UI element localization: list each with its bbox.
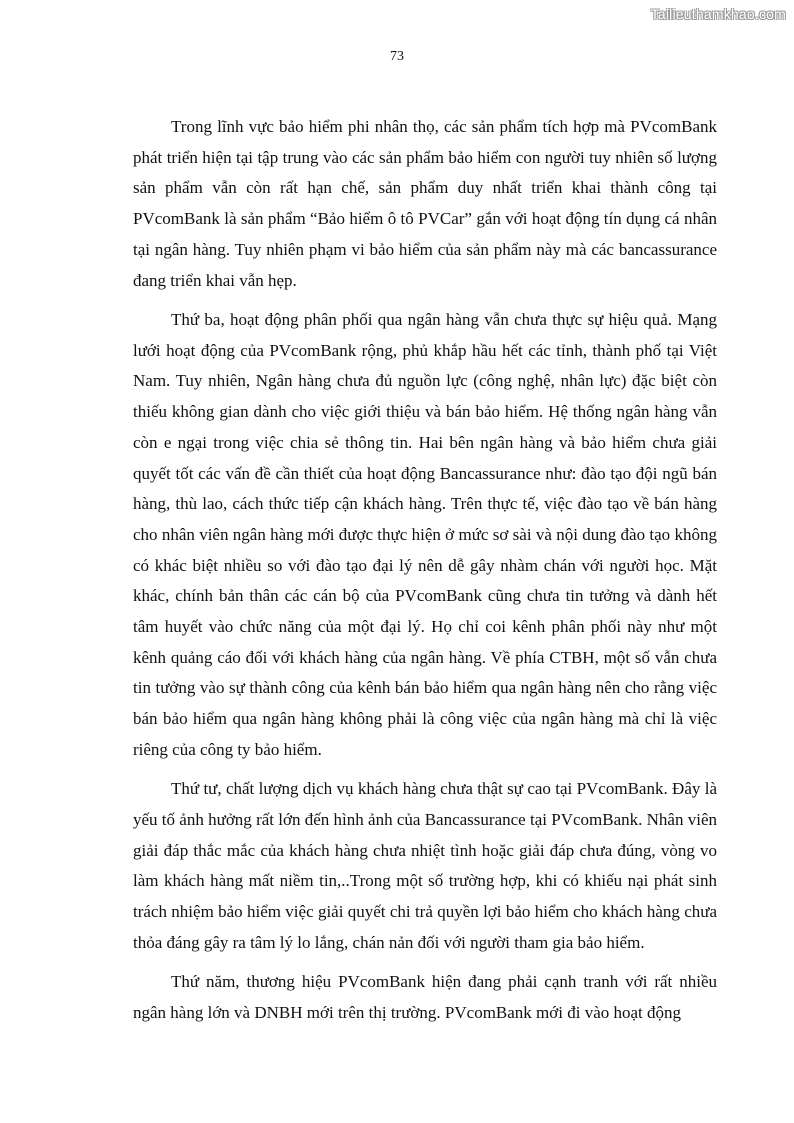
page-number: 73 bbox=[390, 49, 404, 64]
paragraph: Thứ năm, thương hiệu PVcomBank hiện đang phải cạnh tranh với rất nhiều ngân hàng lớn và DNBH mới trên thị trường. PVcomBank mới đi vào hoạt động bbox=[133, 972, 717, 1023]
paragraph: Thứ ba, hoạt động phân phối qua ngân hàng vẫn chưa thực sự hiệu quả. Mạng lưới hoạt động của PVcomBank rộng, phủ khắp hầu hết các tỉnh, thành phố tại Việt Nam. Tuy nhiên, Ngân hàng chưa đủ nguồn lực (công nghệ, nhân lực) đặc biệt còn thiếu không gian dành cho việc giới thiệu và bán bảo hiểm. Hệ thống ngân hàng vẫn còn e ngại trong việc chia sẻ thông tin. Hai bên ngân hàng và bảo hiểm chưa giải quyết tốt các vấn đề cần thiết của hoạt động Bancassurance như: đào tạo đội ngũ bán hàng, thù lao, cách thức tiếp cận khách hàng. Trên thực tế, việc đào tạo về bán hàng cho nhân viên ngân hàng mới được thực hiện ở mức sơ sài và nội dung đào tạo không có khác biệt nhiều so với đào tạo đại lý nên dễ gây nhàm chán với người học. Mặt khác, chính bản thân các cán bộ của PVcomBank cũng chưa tin tưởng và dành hết tâm huyết vào chức năng của một đại lý. Họ chỉ coi kênh phân phối này như một kênh quảng cáo đối với khách hàng của ngân hàng. Về phía CTBH, một số vẫn chưa tin tưởng vào sự thành công của kênh bán bảo hiểm qua ngân hàng nên cho rằng việc bán bảo hiểm qua ngân hàng không phải là công việc của ngân hàng mà chỉ là việc riêng của công ty bảo hiểm. bbox=[133, 310, 717, 759]
paragraph: Thứ tư, chất lượng dịch vụ khách hàng chưa thật sự cao tại PVcomBank. Đây là yếu tố ảnh hưởng rất lớn đến hình ảnh của Bancassurance tại PVcomBank. Nhân viên giải đáp thắc mắc của khách hàng chưa nhiệt tình hoặc giải đáp chưa đúng, vòng vo làm khách hàng mất niềm tin,..Trong một số trường hợp, khi có khiếu nại phát sinh trách nhiệm bảo hiểm việc giải quyết chi trả quyền lợi bảo hiểm cho khách hàng chưa thỏa đáng gây ra tâm lý lo lắng, chán nản đối với người tham gia bảo hiểm. bbox=[133, 779, 717, 952]
document-body bbox=[133, 112, 717, 1038]
watermark: Tailieuthamkhao.com bbox=[650, 6, 786, 22]
paragraph: Trong lĩnh vực bảo hiểm phi nhân thọ, các sản phẩm tích hợp mà PVcomBank phát triển hiện tại tập trung vào các sản phẩm bảo hiểm con người tuy nhiên số lượng sản phẩm vẫn còn rất hạn chế, sản phẩm duy nhất triển khai thành công tại PVcomBank là sản phẩm “Bảo hiểm ô tô PVCar” gắn với hoạt động tín dụng cá nhân tại ngân hàng. Tuy nhiên phạm vi bảo hiểm của sản phẩm này mà các bancassurance đang triển khai vẫn hẹp. bbox=[133, 117, 717, 290]
